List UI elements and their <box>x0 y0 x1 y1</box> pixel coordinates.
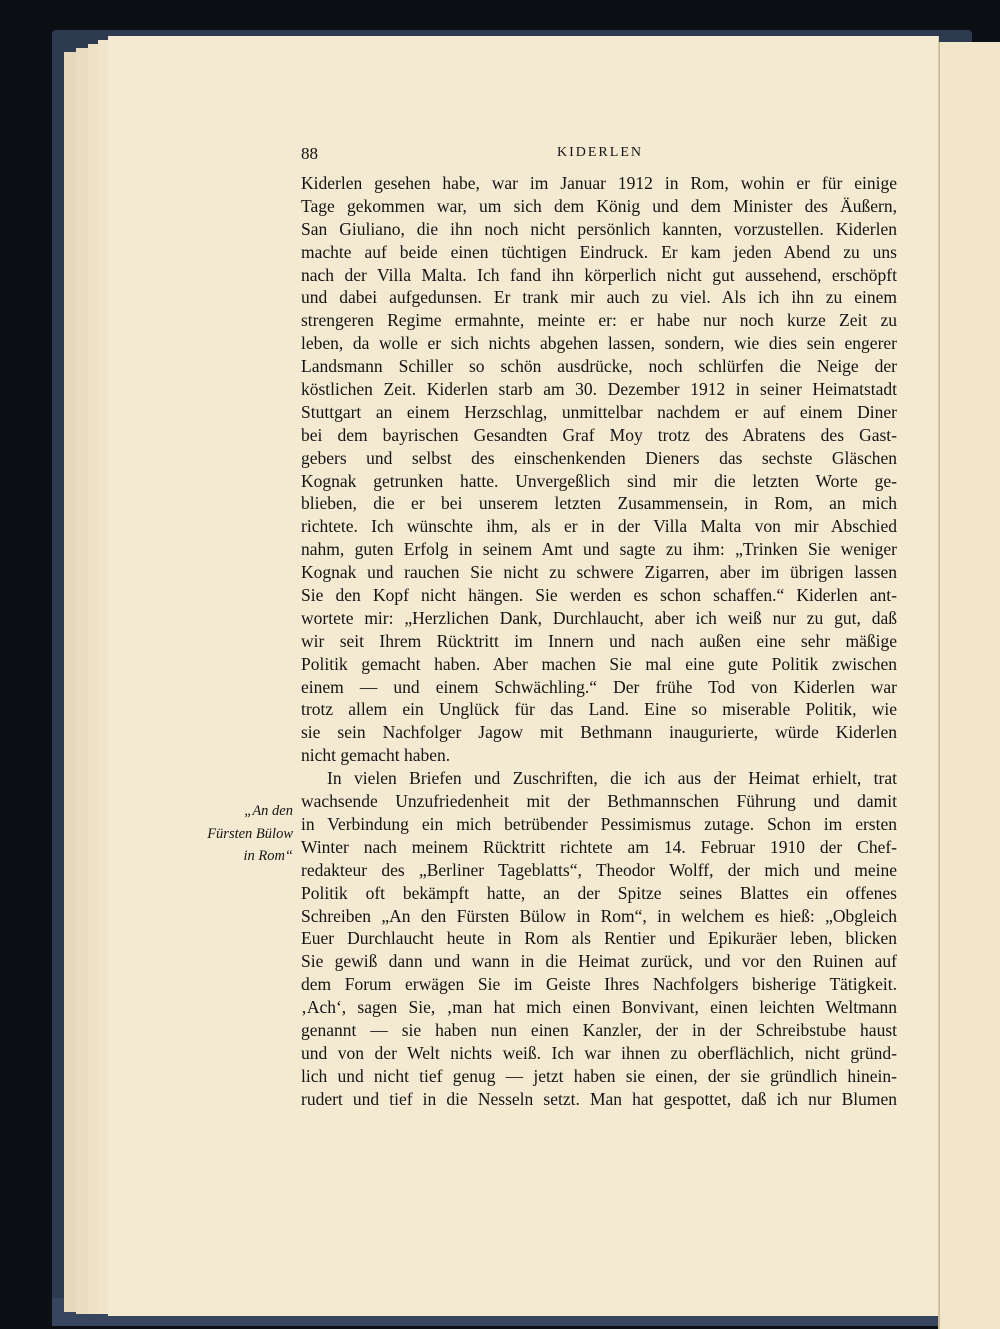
text-line: Politik gemacht haben. Aber machen Sie mal eine gute Politik zwischen <box>301 653 897 674</box>
text-line: wortete mir: „Herzlichen Dank, Durchlaucht, aber ich weiß nur zu gut, daß <box>301 607 897 628</box>
text-line: Kognak getrunken hatte. Unvergeßlich sind mir die letzten Worte ge- <box>301 470 897 491</box>
text-line: nahm, guten Erfolg in seinem Amt und sagte zu ihm: „Trinken Sie weniger <box>301 539 897 560</box>
text-line: dem Forum erwägen Sie im Geiste Ihres Nachfolgers bisherige Tätigkeit. <box>301 974 897 995</box>
text-line: San Giuliano, die ihn noch nicht persönlich kannten, vorzustellen. Kiderlen <box>301 218 897 239</box>
text-line: rudert und tief in die Nesseln setzt. Man hat gespottet, daß ich nur Blumen <box>301 1088 897 1109</box>
text-line: ‚Ach‘, sagen Sie, ‚man hat mich einen Bonvivant, einen leichten Weltmann <box>301 997 897 1018</box>
facing-page-sliver <box>938 42 1000 1329</box>
text-line: Landsmann Schiller so schön ausdrücke, noch schlürfen die Neige der <box>301 356 897 377</box>
text-line: lich und nicht tief genug — jetzt haben sie einen, der sie gründlich hinein- <box>301 1065 897 1086</box>
text-line: trotz allem ein Unglück für das Land. Eine so miserable Politik, wie <box>301 699 897 720</box>
text-line: sie sein Nachfolger Jagow mit Bethmann inaugurierte, würde Kiderlen <box>301 722 897 743</box>
text-line: redakteur des „Berliner Tageblatts“, Theodor Wolff, der mich und meine <box>301 859 897 880</box>
text-line: wir seit Ihrem Rücktritt im Innern und nach außen eine sehr mäßige <box>301 630 897 651</box>
text-line: in Verbindung ein mich betrübender Pessimismus zutage. Schon im ersten <box>301 813 897 834</box>
text-line: In vielen Briefen und Zuschriften, die ich aus der Heimat erhielt, trat <box>327 768 897 789</box>
text-line: Winter nach meinem Rücktritt richtete am 14. Februar 1910 der Chef- <box>301 836 897 857</box>
text-line: blieben, die er bei unserem letzten Zusammensein, in Rom, an mich <box>301 493 897 514</box>
text-line: nicht gemacht haben. <box>301 745 451 766</box>
running-head: KIDERLEN <box>557 145 643 160</box>
text-line: wachsende Unzufriedenheit mit der Bethmannschen Führung und damit <box>301 791 897 812</box>
page-number: 88 <box>301 144 318 163</box>
text-line: genannt — sie haben nun einen Kanzler, der in der Schreibstube haust <box>301 1019 897 1040</box>
text-line: köstlichen Zeit. Kiderlen starb am 30. Dezember 1912 in seiner Heimatstadt <box>301 379 897 400</box>
text-line: strengeren Regime ermahnte, meinte er: er habe nur noch kurze Zeit zu <box>301 310 897 331</box>
text-line: Kognak und rauchen Sie nicht zu schwere Zigarren, aber im übrigen lassen <box>301 562 897 583</box>
text-line: Tage gekommen war, um sich dem König und dem Minister des Äußern, <box>301 195 897 216</box>
text-line: leben, da wolle er sich nichts abgehen lassen, sondern, wie dies sein engerer <box>301 333 897 354</box>
text-line: und von der Welt nichts weiß. Ich war ihnen zu oberflächlich, nicht gründ- <box>301 1042 897 1063</box>
text-line: Schreiben „An den Fürsten Bülow in Rom“, in welchem es hieß: „Obgleich <box>301 905 897 926</box>
marginal-note-line: Fürsten Bülow <box>207 825 293 842</box>
marginal-note <box>150 800 293 868</box>
marginal-note-line: in Rom“ <box>243 848 293 864</box>
body-text <box>301 172 897 1111</box>
text-line: Politik oft bekämpft hatte, an der Spitze seines Blattes ein offenes <box>301 882 897 903</box>
marginal-note-line: „An den <box>244 803 293 819</box>
text-line: gebers und selbst des einschenkenden Dieners das sechste Gläschen <box>301 447 897 468</box>
text-line: und dabei aufgedunsen. Er trank mir auch zu viel. Als ich ihn zu einem <box>301 287 897 308</box>
text-line: machte auf beide einen tüchtigen Eindruck. Er kam jeden Abend zu uns <box>301 241 897 262</box>
text-line: Sie gewiß dann und wann in die Heimat zurück, und vor den Ruinen auf <box>301 951 897 972</box>
text-line: einem — und einem Schwächling.“ Der frühe Tod von Kiderlen war <box>301 676 897 697</box>
text-line: Stuttgart an einem Herzschlag, unmittelbar nachdem er auf einem Diner <box>301 401 897 422</box>
text-line: Sie den Kopf nicht hängen. Sie werden es schon schaffen.“ Kiderlen ant- <box>301 585 897 606</box>
text-line: richtete. Ich wünschte ihm, als er in der Villa Malta von mir Abschied <box>301 516 897 537</box>
text-line: bei dem bayrischen Gesandten Graf Moy trotz des Abratens des Gast- <box>301 424 897 445</box>
text-line: nach der Villa Malta. Ich fand ihn körperlich nicht gut aussehend, erschöpft <box>301 264 897 285</box>
text-line: Euer Durchlaucht heute in Rom als Rentier und Epikuräer leben, blicken <box>301 928 897 949</box>
text-line: Kiderlen gesehen habe, war im Januar 1912 in Rom, wohin er für einige <box>301 173 897 193</box>
